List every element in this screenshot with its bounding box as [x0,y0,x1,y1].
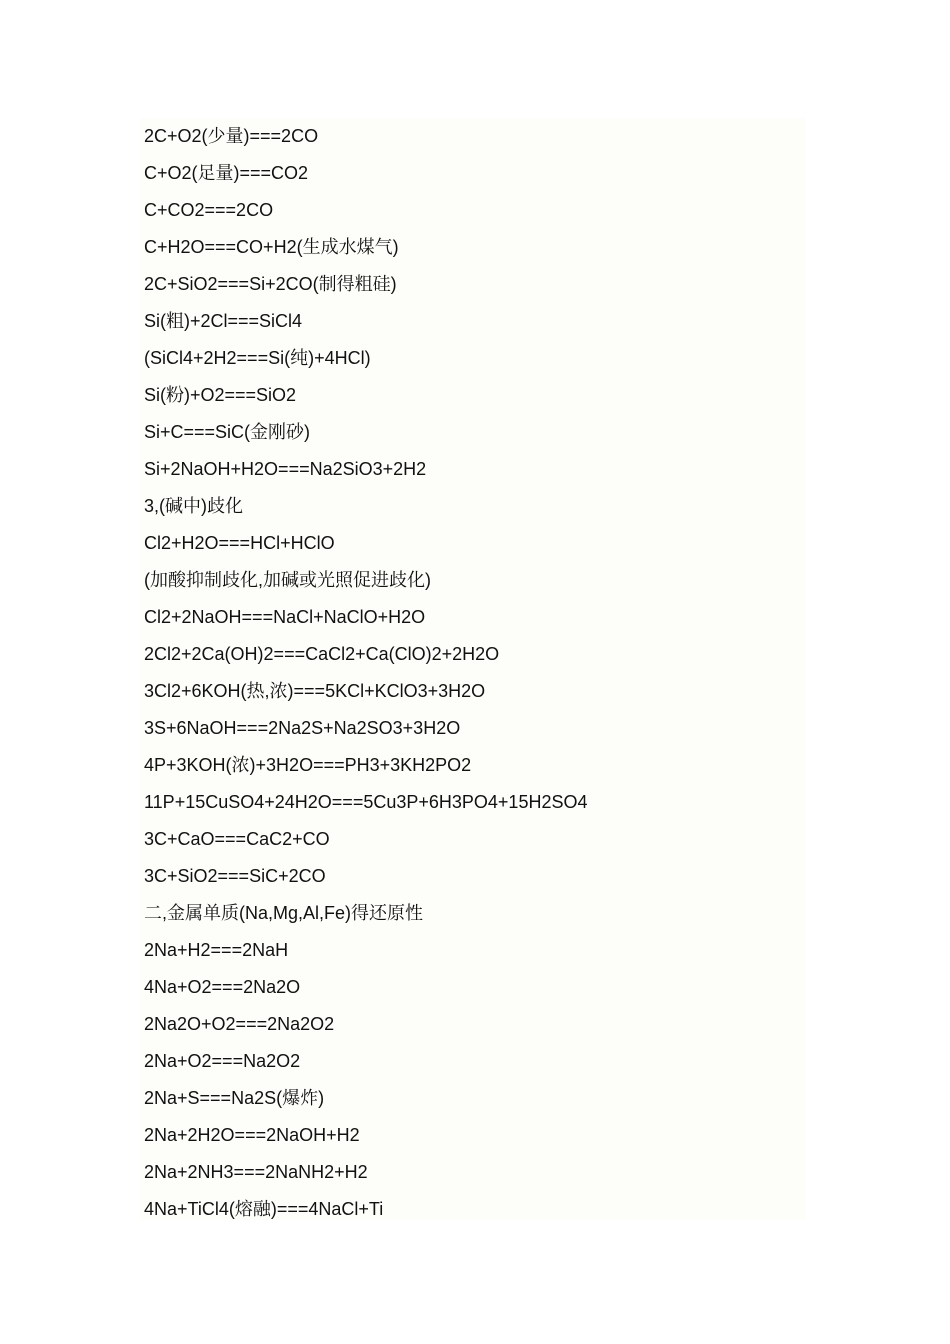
section-heading: 二,金属单质(Na,Mg,Al,Fe)得还原性 [144,903,424,923]
equation-line: 11P+15CuSO4+24H2O===5Cu3P+6H3PO4+15H2SO4 [144,792,588,812]
equation-line: C+CO2===2CO [144,200,274,220]
equation-line: Si+C===SiC(金刚砂) [144,422,311,442]
equation-line: C+O2(足量)===CO2 [144,163,309,183]
equation-line: Cl2+2NaOH===NaCl+NaClO+H2O [144,607,426,627]
equation-line: 3C+SiO2===SiC+2CO [144,866,326,886]
equation-line: 2Na+O2===Na2O2 [144,1051,301,1071]
equation-line: 2Cl2+2Ca(OH)2===CaCl2+Ca(ClO)2+2H2O [144,644,500,664]
equation-line: 3Cl2+6KOH(热,浓)===5KCl+KClO3+3H2O [144,681,486,701]
equation-line: 2Na2O+O2===2Na2O2 [144,1014,335,1034]
equation-line: 2Na+2NH3===2NaNH2+H2 [144,1162,368,1182]
equation-line: Si(粗)+2Cl===SiCl4 [144,311,303,331]
equation-line: 2Na+H2===2NaH [144,940,289,960]
equation-line: 2C+SiO2===Si+2CO(制得粗硅) [144,274,397,294]
equation-line: 4Na+TiCl4(熔融)===4NaCl+Ti [144,1199,384,1219]
equation-line: 4Na+O2===2Na2O [144,977,301,997]
equation-list [144,118,587,1228]
equation-line: 3S+6NaOH===2Na2S+Na2SO3+3H2O [144,718,461,738]
equation-line: 3C+CaO===CaC2+CO [144,829,330,849]
equation-line: 2C+O2(少量)===2CO [144,126,319,146]
note-line: (加酸抑制歧化,加碱或光照促进歧化) [144,570,431,590]
equation-line: 2Na+2H2O===2NaOH+H2 [144,1125,360,1145]
equation-line: Cl2+H2O===HCl+HClO [144,533,335,553]
equation-line: Si(粉)+O2===SiO2 [144,385,297,405]
equation-line: Si+2NaOH+H2O===Na2SiO3+2H2 [144,459,427,479]
equation-line: 4P+3KOH(浓)+3H2O===PH3+3KH2PO2 [144,755,472,775]
equation-line: C+H2O===CO+H2(生成水煤气) [144,237,399,257]
section-heading: 3,(碱中)歧化 [144,496,243,516]
equation-line: (SiCl4+2H2===Si(纯)+4HCl) [144,348,371,368]
equation-line: 2Na+S===Na2S(爆炸) [144,1088,325,1108]
